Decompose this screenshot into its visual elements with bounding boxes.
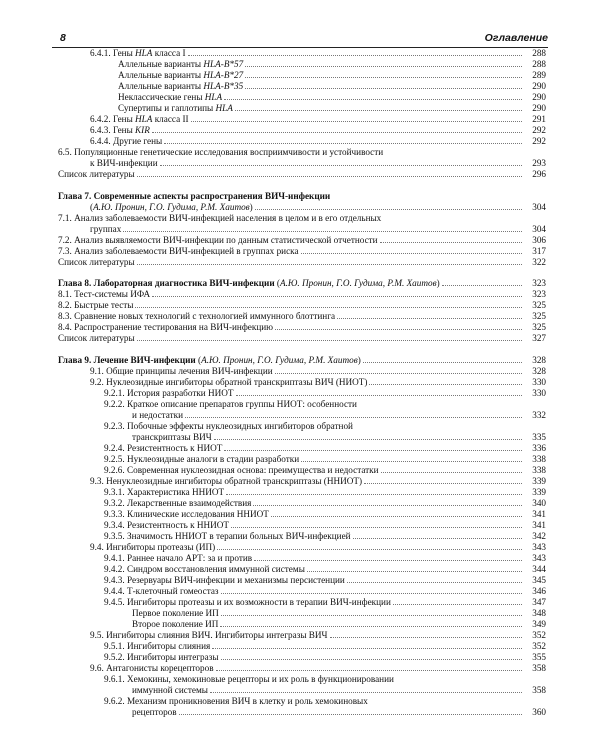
toc-section <box>58 278 546 344</box>
page-ref: 323 <box>532 289 546 299</box>
text-segment: и недостатки <box>132 409 184 420</box>
dot-leader <box>347 582 522 583</box>
page-ref: 346 <box>532 585 546 596</box>
toc-entry[interactable] <box>58 487 546 498</box>
chapter-entry[interactable] <box>58 278 546 289</box>
dot-leader <box>221 659 522 660</box>
text-segment: Список литературы <box>58 333 135 343</box>
toc-entry[interactable] <box>58 564 546 575</box>
toc-entry[interactable] <box>58 311 546 322</box>
toc-entry[interactable] <box>58 114 546 125</box>
toc-entry-text <box>118 70 243 81</box>
text-segment: 9.5.1. Ингибиторы слияния <box>104 640 211 651</box>
toc-entry[interactable] <box>58 410 546 421</box>
dot-leader <box>235 110 522 111</box>
page-ref: 325 <box>532 300 546 310</box>
page-ref: 339 <box>532 486 546 497</box>
toc-entry-text <box>104 487 224 498</box>
text-segment: класса II <box>152 114 189 124</box>
toc-entry-text <box>132 410 183 421</box>
toc-entry[interactable] <box>58 388 546 399</box>
dot-leader <box>231 527 522 528</box>
page-ref: 330 <box>532 387 546 398</box>
dot-leader <box>214 439 522 440</box>
dot-leader <box>160 165 522 166</box>
toc-entry[interactable] <box>58 202 546 213</box>
toc-entry[interactable] <box>58 454 546 465</box>
text-segment: 9.3.3. Клинические исследования ННИОТ <box>104 508 269 519</box>
toc-entry[interactable] <box>58 586 546 597</box>
toc-entry-line: 9.2.2. Краткое описание препаратов группы НИОТ: особенности <box>104 398 357 409</box>
text-segment: 9.3.1. Характеристика ННИОТ <box>104 486 225 497</box>
toc-entry-text <box>132 707 177 718</box>
page-ref: 288 <box>532 48 546 58</box>
page-ref: 325 <box>532 311 546 321</box>
text-segment: 9.6. Антагонисты корецепторов <box>90 662 214 673</box>
toc-entry[interactable] <box>58 663 546 674</box>
toc-entry[interactable] <box>58 333 546 344</box>
toc-entry[interactable] <box>58 432 546 443</box>
text-segment: 9.3.5. Значимость ННИОТ в терапии больных ВИЧ-инфекцией <box>104 530 351 541</box>
page-number: 8 <box>60 32 66 44</box>
chapter-title: Глава 7. Современные аспекты распространения ВИЧ-инфекции <box>58 190 331 201</box>
toc-entry[interactable] <box>58 158 546 169</box>
text-segment: 9.4.5. Ингибиторы протеазы и их возможности в терапии ВИЧ-инфекции <box>104 596 391 607</box>
page-ref: 349 <box>532 618 546 629</box>
text-segment: 9.5. Ингибиторы слияния ВИЧ. Ингибиторы интегразы ВИЧ <box>90 629 328 640</box>
dot-leader <box>224 450 522 451</box>
toc-entry-line: 9.2.3. Побочные эффекты нуклеозидных ингибиторов обратной <box>104 420 353 431</box>
toc-entry-text <box>90 630 328 641</box>
toc-entry-text <box>90 542 215 553</box>
toc-entry[interactable] <box>58 59 546 70</box>
dot-leader <box>369 384 522 385</box>
toc-entry[interactable] <box>58 169 546 180</box>
text-segment: 9.4.4. Т-клеточный гомеостаз <box>104 585 219 596</box>
toc-entry-text <box>104 520 229 531</box>
dot-leader <box>137 176 522 177</box>
toc-entry-text <box>58 355 361 366</box>
text-segment: HLA <box>135 48 153 58</box>
toc-entry-line: 9.6.2. Механизм проникновения ВИЧ в клетку и роль хемокиновых <box>104 695 368 706</box>
dot-leader <box>245 88 522 89</box>
dot-leader <box>271 516 522 517</box>
chapter-entry[interactable] <box>58 355 546 366</box>
text-segment: HLA <box>215 103 233 113</box>
text-segment: к ВИЧ-инфекции <box>90 158 158 168</box>
toc-entry-text <box>58 278 440 289</box>
text-segment: рецепторов <box>132 706 177 717</box>
page-ref: 339 <box>532 475 546 486</box>
toc-entry[interactable] <box>58 235 546 246</box>
page-ref: 358 <box>532 662 546 673</box>
text-segment: 9.3.2. Лекарственные взаимодействия <box>104 497 252 508</box>
toc-entry-text <box>58 235 378 246</box>
dot-leader <box>135 307 522 308</box>
dot-leader <box>301 253 522 254</box>
toc-entry-text <box>90 202 253 213</box>
toc-entry[interactable] <box>58 619 546 630</box>
page-ref: 336 <box>532 442 546 453</box>
page-ref: 342 <box>532 530 546 541</box>
toc-entry-text <box>90 125 150 136</box>
toc-entry-text <box>104 586 219 597</box>
text-segment: группах <box>90 223 122 234</box>
page-ref: 291 <box>532 114 546 124</box>
page-ref: 355 <box>532 651 546 662</box>
toc-entry[interactable] <box>58 92 546 103</box>
dot-leader <box>253 505 522 506</box>
dot-leader <box>216 670 522 671</box>
page-ref: 293 <box>532 158 546 168</box>
text-segment: А.Ю. Пронин, Г.О. Гудима, Р.М. Хаитов <box>201 354 358 365</box>
toc-entry[interactable] <box>58 476 546 487</box>
page-ref: 290 <box>532 103 546 113</box>
text-segment: 6.4.1. Гены <box>90 48 136 58</box>
text-segment: ( <box>195 354 202 365</box>
text-segment: 8.3. Сравнение новых технологий с технологией иммунного блоттинга <box>58 311 336 321</box>
dot-leader <box>245 66 522 67</box>
text-segment: Глава 8. Лабораторная диагностика ВИЧ-инфекции <box>58 278 275 288</box>
toc-section <box>58 48 546 180</box>
text-segment: 9.3. Ненуклеозидные ингибиторы обратной транскриптазы (ННИОТ) <box>90 475 363 486</box>
page-ref: 290 <box>532 81 546 91</box>
page-ref: 322 <box>532 256 546 267</box>
dot-leader <box>152 132 522 133</box>
page-ref: 317 <box>532 245 546 256</box>
toc-section <box>58 355 546 718</box>
page-ref: 352 <box>532 629 546 640</box>
toc-entry-text <box>58 300 133 311</box>
dot-leader <box>337 318 522 319</box>
text-segment: ) <box>357 354 361 365</box>
toc-entry[interactable] <box>58 81 546 92</box>
page-ref: 358 <box>532 684 546 695</box>
toc-entry[interactable] <box>58 443 546 454</box>
dot-leader <box>137 264 522 265</box>
toc-entry-text <box>104 498 251 509</box>
toc-entry[interactable] <box>58 630 546 641</box>
toc-entry-text <box>104 443 222 454</box>
page-ref: 345 <box>532 574 546 585</box>
page-ref: 323 <box>532 278 546 288</box>
toc-entry-line: 7.1. Анализ заболеваемости ВИЧ-инфекцией населения в целом и в его отдельных <box>58 212 382 223</box>
toc-entry-text <box>90 377 367 388</box>
toc-entry[interactable] <box>58 289 546 300</box>
text-segment: 9.4.3. Резервуары ВИЧ-инфекции и механизмы персистенции <box>104 574 345 585</box>
dot-leader <box>220 626 522 627</box>
toc-entry-text <box>104 509 269 520</box>
dot-leader <box>210 692 522 693</box>
text-segment: 6.4.2. Гены <box>90 114 136 124</box>
text-segment: транскриптазы ВИЧ <box>132 431 212 442</box>
toc-entry[interactable] <box>58 224 546 235</box>
page-ref: 288 <box>532 59 546 69</box>
toc-entry-text <box>90 366 273 377</box>
toc-entry-text <box>90 158 158 169</box>
toc-entry-text <box>132 685 208 696</box>
toc-entry[interactable] <box>58 542 546 553</box>
text-segment: 8.1. Тест-системы ИФА <box>58 289 151 299</box>
page-ref: 327 <box>532 333 546 343</box>
dot-leader <box>217 549 522 550</box>
page-ref: 328 <box>532 354 546 365</box>
toc-entry[interactable] <box>58 520 546 531</box>
toc-entry[interactable] <box>58 103 546 114</box>
text-segment: HLA <box>204 92 223 102</box>
dot-leader <box>188 55 522 56</box>
text-segment: ( <box>274 278 280 288</box>
dot-leader <box>221 615 522 616</box>
page-ref: 352 <box>532 640 546 651</box>
text-segment: Глава 9. Лечение ВИЧ-инфекции <box>58 354 196 365</box>
toc-entry[interactable] <box>58 136 546 147</box>
text-segment: 9.4.1. Раннее начало АРТ: за и против <box>104 552 253 563</box>
dot-leader <box>330 637 522 638</box>
text-segment: Аллельные варианты <box>118 81 204 91</box>
toc-entry-text <box>132 608 219 619</box>
text-segment: 9.2. Нуклеозидные ингибиторы обратной транскриптазы ВИЧ (НИОТ) <box>90 376 368 387</box>
page-ref: 348 <box>532 607 546 618</box>
toc-entry[interactable] <box>58 641 546 652</box>
toc-entry[interactable] <box>58 575 546 586</box>
toc-entry-text <box>118 103 233 114</box>
text-segment: Список литературы <box>58 256 135 267</box>
page-ref: 360 <box>532 706 546 717</box>
dot-leader <box>364 483 522 484</box>
text-segment: Список литературы <box>58 169 135 179</box>
text-segment: Аллельные варианты <box>118 59 204 69</box>
page-ref: 335 <box>532 431 546 442</box>
toc-entry[interactable] <box>58 322 546 333</box>
toc-entry[interactable] <box>58 366 546 377</box>
text-segment: ) <box>249 201 253 212</box>
toc-entry[interactable] <box>58 498 546 509</box>
dot-leader <box>254 560 522 561</box>
page-ref: 344 <box>532 563 546 574</box>
toc-entry-text <box>90 476 362 487</box>
page-ref: 341 <box>532 508 546 519</box>
page-ref: 325 <box>532 322 546 332</box>
page-ref: 306 <box>532 234 546 245</box>
page-ref: 347 <box>532 596 546 607</box>
text-segment: KIR <box>135 125 150 135</box>
table-of-contents <box>58 48 546 728</box>
text-segment: Первое поколение ИП <box>132 607 219 618</box>
text-segment: 9.2.1. История разработки НИОТ <box>104 387 234 398</box>
dot-leader <box>191 121 522 122</box>
toc-entry-text <box>104 597 391 608</box>
text-segment: Второе поколение ИП <box>132 618 219 629</box>
dot-leader <box>224 99 522 100</box>
toc-entry[interactable] <box>58 246 546 257</box>
dot-leader <box>164 143 522 144</box>
toc-entry-text <box>90 114 189 125</box>
dot-leader <box>307 571 522 572</box>
text-segment: ( <box>90 201 94 212</box>
toc-entry-text <box>104 652 219 663</box>
toc-entry[interactable] <box>58 608 546 619</box>
dot-leader <box>442 285 522 286</box>
running-title: Оглавление <box>484 32 548 44</box>
text-segment: Супертипы и гаплотипы <box>118 103 216 113</box>
toc-entry[interactable] <box>58 257 546 268</box>
toc-entry-text <box>104 531 351 542</box>
toc-entry-text <box>104 564 305 575</box>
dot-leader <box>381 472 522 473</box>
text-segment: Аллельные варианты <box>118 70 204 80</box>
toc-entry-line: 6.5. Популяционные генетические исследования восприимчивости и устойчивости <box>58 147 384 157</box>
text-segment: 9.2.5. Нуклеозидные аналоги в стадии разработки <box>104 453 300 464</box>
toc-entry[interactable] <box>58 553 546 564</box>
toc-entry-text <box>104 454 299 465</box>
toc-entry[interactable] <box>58 531 546 542</box>
toc-entry-text <box>104 641 210 652</box>
dot-leader <box>212 648 522 649</box>
toc-entry-text <box>58 169 135 180</box>
toc-entry[interactable] <box>58 707 546 718</box>
page-ref: 340 <box>532 497 546 508</box>
text-segment: класса I <box>152 48 186 58</box>
text-segment: 9.3.4. Резистентность к ННИОТ <box>104 519 230 530</box>
text-segment: HLA-B*57 <box>203 59 244 69</box>
text-segment: HLA <box>135 114 153 124</box>
toc-entry[interactable] <box>58 300 546 311</box>
toc-entry-text <box>118 59 243 70</box>
text-segment: иммунной системы <box>132 684 208 695</box>
page-ref: 328 <box>532 365 546 376</box>
toc-entry-text <box>104 388 234 399</box>
page-ref: 304 <box>532 223 546 234</box>
text-segment: 9.4. Ингибиторы протеазы (ИП) <box>90 541 216 552</box>
text-segment: А.Ю. Пронин, Г.О. Гудима, Р.М. Хаитов <box>93 201 250 212</box>
page-ref: 289 <box>532 70 546 80</box>
toc-entry-text <box>58 289 150 300</box>
dot-leader <box>221 593 522 594</box>
toc-section <box>58 191 546 268</box>
page-ref: 341 <box>532 519 546 530</box>
text-segment: HLA-B*35 <box>203 81 244 91</box>
text-segment: 8.2. Быстрые тесты <box>58 300 134 310</box>
text-segment: 9.1. Общие принципы лечения ВИЧ-инфекции <box>90 365 273 376</box>
text-segment: ) <box>436 278 440 288</box>
dot-leader <box>275 329 522 330</box>
dot-leader <box>179 714 522 715</box>
page-ref: 343 <box>532 541 546 552</box>
dot-leader <box>245 77 522 78</box>
toc-entry-text <box>58 322 273 333</box>
toc-entry-text <box>58 311 335 322</box>
toc-entry[interactable] <box>58 48 546 59</box>
toc-entry-text <box>104 575 345 586</box>
text-segment: А.Ю. Пронин, Г.О. Гудима, Р.М. Хаитов <box>279 278 437 288</box>
toc-entry-text <box>58 257 135 268</box>
toc-entry[interactable] <box>58 597 546 608</box>
text-segment: Неклассические гены <box>118 92 205 102</box>
text-segment: 7.3. Анализ заболеваемости ВИЧ-инфекцией в группах риска <box>58 245 299 256</box>
page-ref: 332 <box>532 409 546 420</box>
page-ref: 296 <box>532 169 546 179</box>
text-segment: 8.4. Распространение тестирования на ВИЧ-инфекцию <box>58 322 274 332</box>
toc-entry-text <box>104 465 379 476</box>
toc-entry[interactable] <box>58 125 546 136</box>
dot-leader <box>353 538 522 539</box>
toc-entry-line: 9.6.1. Хемокины, хемокиновые рецепторы и их роль в функционировании <box>104 673 394 684</box>
toc-entry[interactable] <box>58 377 546 388</box>
text-segment: 9.2.4. Резистентность к НИОТ <box>104 442 223 453</box>
toc-entry[interactable] <box>58 465 546 476</box>
page-ref: 330 <box>532 376 546 387</box>
page-ref: 292 <box>532 136 546 146</box>
dot-leader <box>123 231 522 232</box>
page-ref: 304 <box>532 201 546 212</box>
page-ref: 338 <box>532 464 546 475</box>
toc-entry-text <box>118 81 243 92</box>
toc-entry[interactable] <box>58 509 546 520</box>
toc-entry-text <box>90 136 162 147</box>
toc-entry-text <box>118 92 222 103</box>
toc-entry-text <box>90 48 186 59</box>
text-segment: 9.5.2. Ингибиторы интегразы <box>104 651 219 662</box>
page-ref: 338 <box>532 453 546 464</box>
toc-entry-text <box>132 432 212 443</box>
toc-entry[interactable] <box>58 652 546 663</box>
text-segment: HLA-B*27 <box>203 70 244 80</box>
toc-entry-text <box>58 333 135 344</box>
text-segment: 9.4.2. Синдром восстановления иммунной системы <box>104 563 305 574</box>
toc-entry-text <box>104 553 252 564</box>
text-segment: 6.4.3. Гены <box>90 125 136 135</box>
text-segment: 9.2.6. Современная нуклеозидная основа: преимущества и недостатки <box>104 464 379 475</box>
dot-leader <box>363 362 522 363</box>
toc-entry[interactable] <box>58 70 546 81</box>
toc-entry-text <box>58 246 299 257</box>
dot-leader <box>226 494 522 495</box>
dot-leader <box>301 461 522 462</box>
text-segment: 6.4.4. Другие гены <box>90 136 163 146</box>
dot-leader <box>393 604 522 605</box>
toc-entry-text <box>90 663 214 674</box>
dot-leader <box>185 417 522 418</box>
dot-leader <box>255 209 522 210</box>
toc-entry-text <box>132 619 218 630</box>
dot-leader <box>275 373 522 374</box>
dot-leader <box>152 296 522 297</box>
toc-entry-text <box>90 224 121 235</box>
dot-leader <box>380 242 522 243</box>
page-ref: 343 <box>532 552 546 563</box>
toc-entry[interactable] <box>58 685 546 696</box>
running-header <box>52 31 548 48</box>
page-ref: 292 <box>532 125 546 135</box>
dot-leader <box>137 340 522 341</box>
dot-leader <box>236 395 522 396</box>
page-ref: 290 <box>532 92 546 102</box>
text-segment: 7.2. Анализ выявляемости ВИЧ-инфекции по данным статистической отчетности <box>58 234 378 245</box>
